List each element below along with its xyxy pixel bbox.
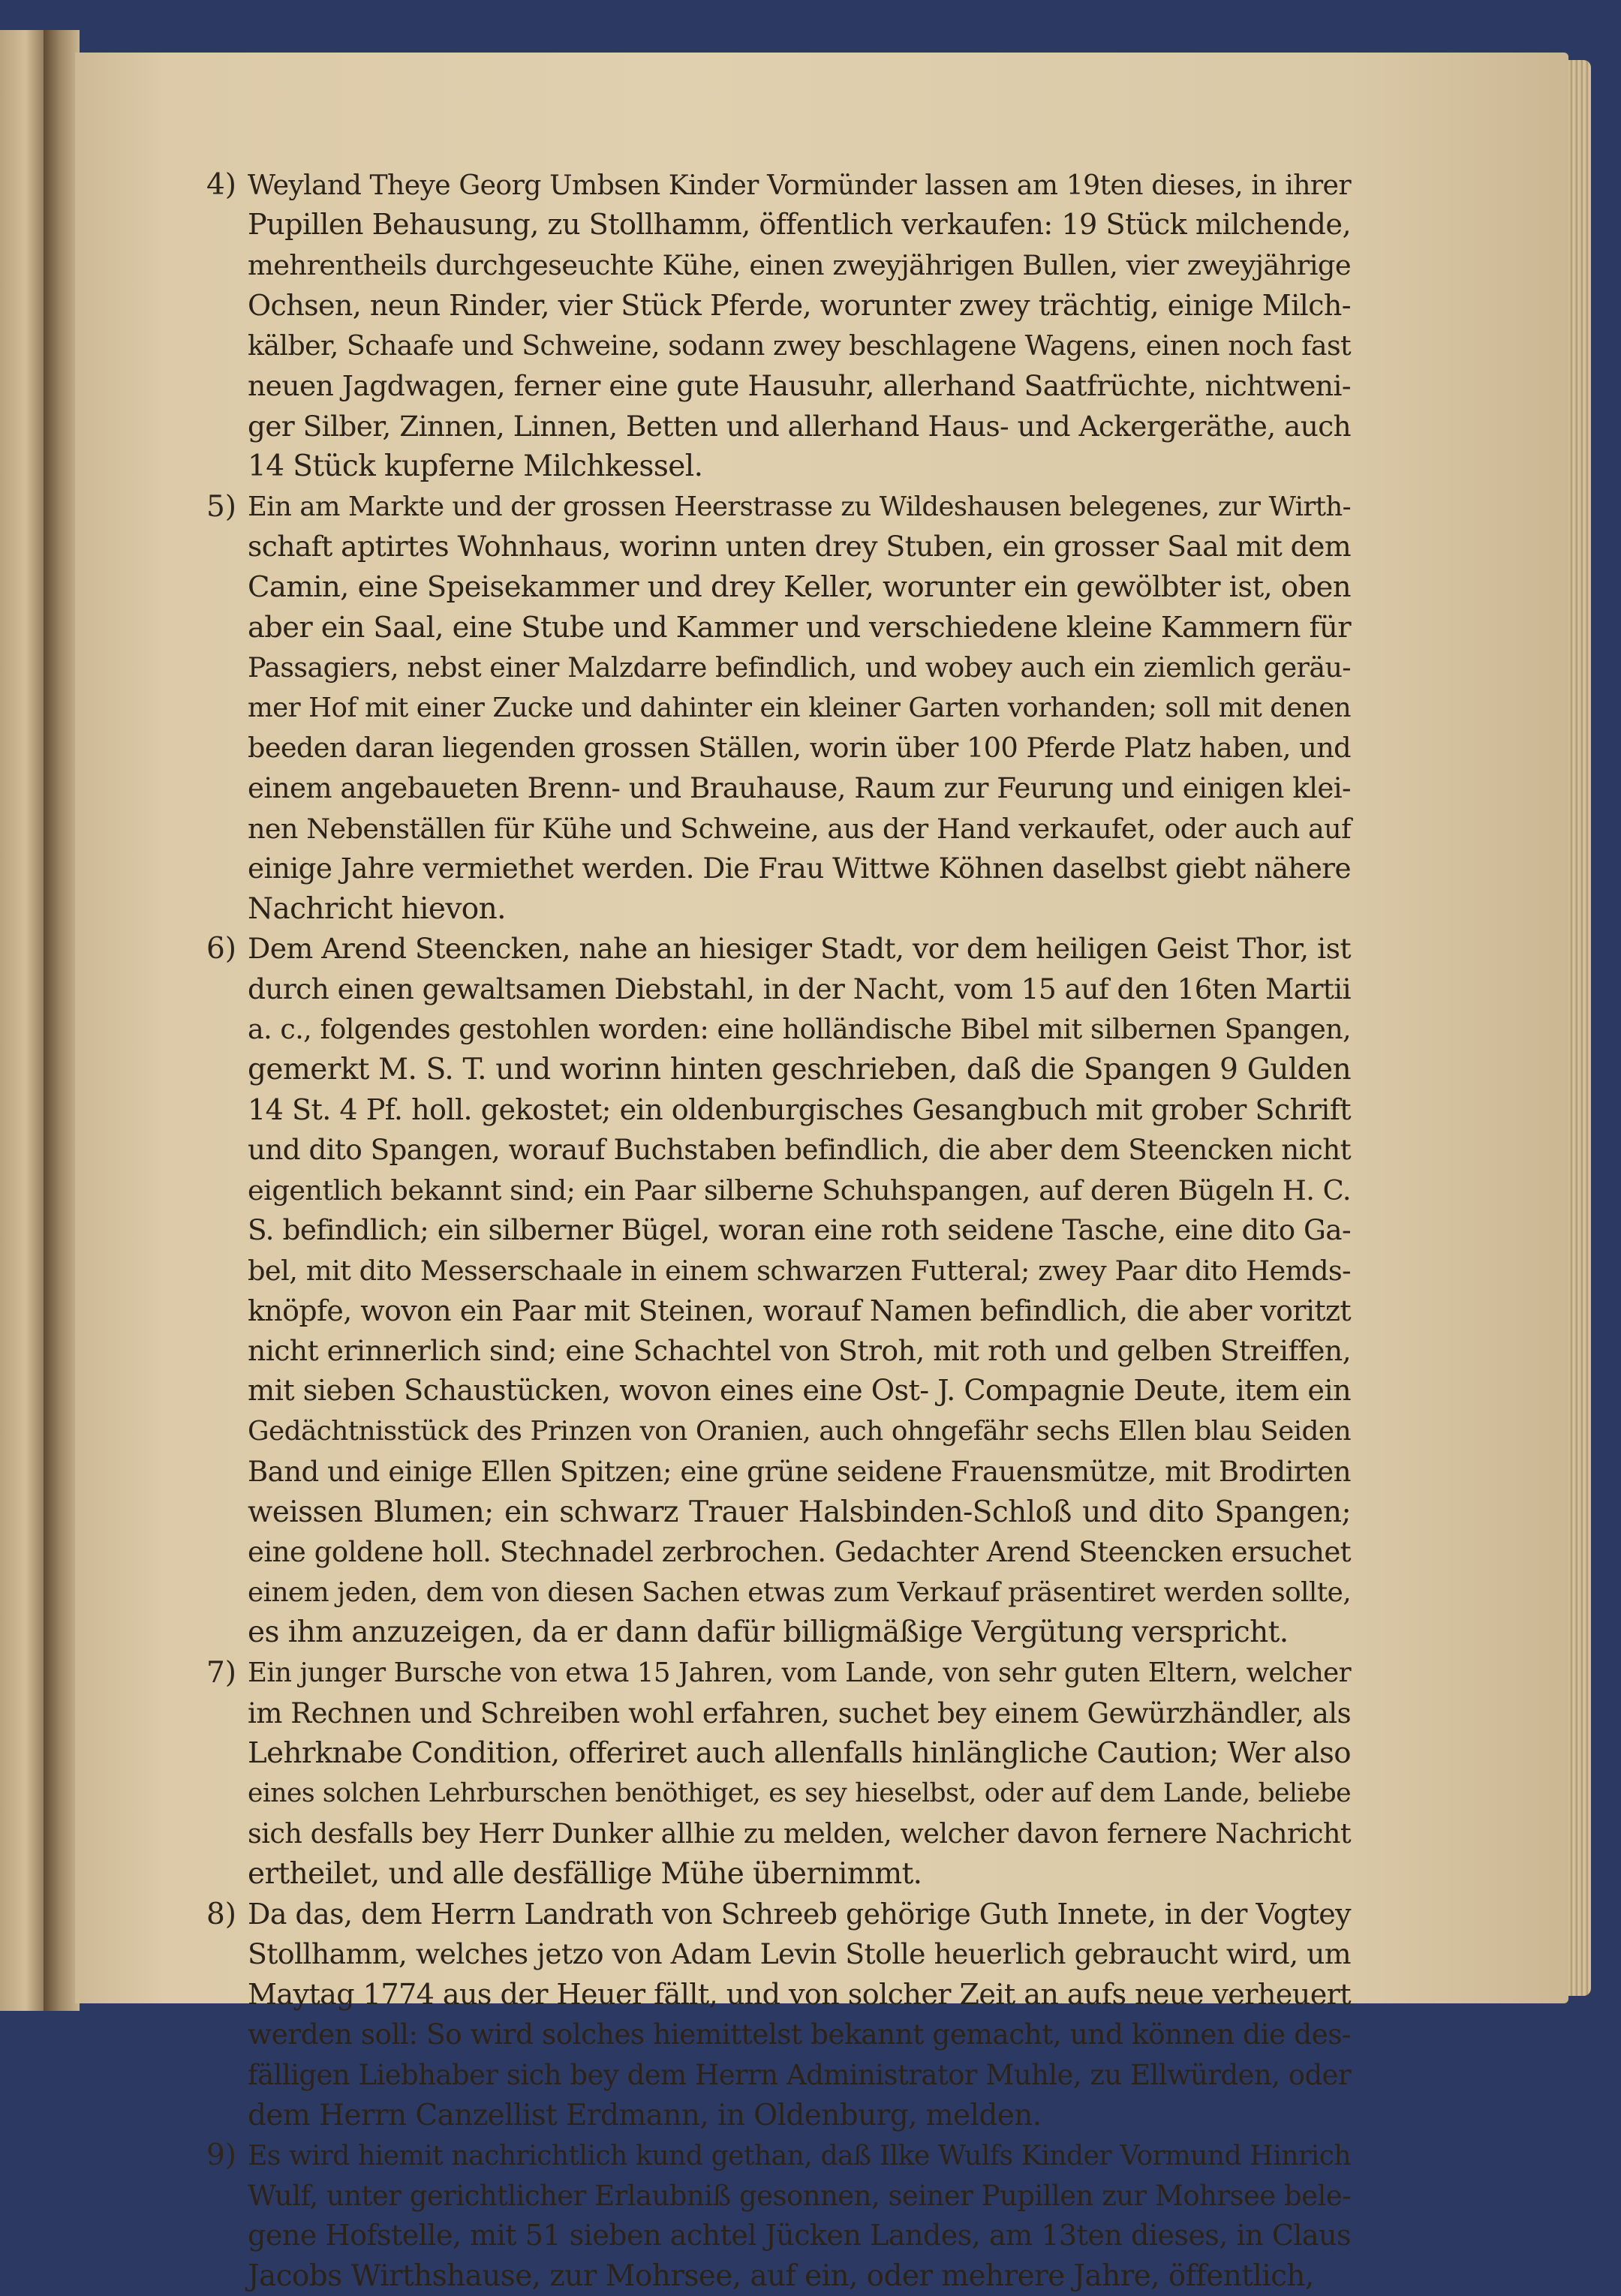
text-line: gemerkt M. S. T. und worinn hinten geschrieben, daß die Spangen 9 Gulden — [248, 1053, 1351, 1087]
text-line: neuen Jagdwagen, ferner eine gute Hausuhr, allerhand Saatfrüchte, nichtweni- — [248, 368, 1351, 402]
text-line: nen Nebenställen für Kühe und Schweine, aus der Hand verkaufet, oder auch auf — [248, 812, 1351, 845]
entry-number: 7) — [206, 1655, 236, 1690]
notice-entry — [206, 1653, 1351, 1895]
notice-entry — [206, 1895, 1351, 2136]
notice-entry — [206, 2135, 1351, 2296]
text-line: 14 Stück kupferne Milchkessel. — [248, 449, 703, 484]
text-line: mehrentheils durchgeseuchte Kühe, einen zweyjährigen Bullen, vier zweyjährige — [248, 249, 1351, 282]
text-line: im Rechnen und Schreiben wohl erfahren, suchet bey einem Gewürzhändler, als — [248, 1696, 1351, 1730]
text-line: eigentlich bekannt sind; ein Paar silberne Schuhspangen, auf deren Bügeln H. C. — [248, 1174, 1351, 1207]
text-line: weissen Blumen; ein schwarz Trauer Halsbinden-Schloß und dito Spangen; — [248, 1495, 1351, 1529]
text-line: Ein am Markte und der grossen Heerstrasse zu Wildeshausen belegenes, zur Wirth- — [248, 491, 1351, 522]
entry-number: 9) — [206, 2138, 236, 2173]
text-line: nicht erinnerlich sind; eine Schachtel von Stroh, mit roth und gelben Streiffen, — [248, 1334, 1351, 1368]
text-line: bel, mit dito Messerschaale in einem schwarzen Futteral; zwey Paar dito Hemds- — [248, 1255, 1351, 1288]
text-line: kälber, Schaafe und Schweine, sodann zwey beschlagene Wagens, einen noch fast — [248, 329, 1351, 362]
text-line: knöpfe, wovon ein Paar mit Steinen, worauf Namen befindlich, die aber voritzt — [248, 1294, 1351, 1327]
text-line: Nachricht hievon. — [248, 891, 506, 926]
text-line: Gedächtnisstück des Prinzen von Oranien, auch ohngefähr sechs Ellen blau Seiden — [248, 1416, 1351, 1447]
text-line: ertheilet, und alle desfällige Mühe übernimmt. — [248, 1856, 922, 1891]
left-page-edge — [0, 30, 47, 2011]
text-line: einige Jahre vermiethet werden. Die Frau Wittwe Köhnen daselbst giebt nähere — [248, 852, 1351, 885]
text-line: Stollhamm, welches jetzo von Adam Levin Stolle heuerlich gebraucht wird, um — [248, 1937, 1351, 1971]
text-line: Maytag 1774 aus der Heuer fällt, und von solcher Zeit an aufs neue verheuert — [248, 1977, 1351, 2011]
text-line: eine goldene holl. Stechnadel zerbrochen. Gedachter Arend Steencken ersuchet — [248, 1536, 1351, 1569]
text-line: einem angebaueten Brenn- und Brauhause, Raum zur Feurung und einigen klei- — [248, 771, 1351, 804]
notice-entry — [206, 929, 1351, 1653]
text-line: werden soll: So wird solches hiemittelst bekannt gemacht, und können die des- — [248, 2018, 1351, 2051]
text-line: fälligen Liebhaber sich bey dem Herrn Administrator Muhle, zu Ellwürden, oder — [248, 2058, 1351, 2091]
text-line: und dito Spangen, worauf Buchstaben befindlich, die aber dem Steencken nicht — [248, 1133, 1351, 1167]
text-line: Pupillen Behausung, zu Stollhamm, öffentlich verkaufen: 19 Stück milchende, — [248, 208, 1351, 242]
entry-number: 8) — [206, 1897, 236, 1931]
entry-number: 4) — [206, 168, 236, 202]
text-line: mit sieben Schaustücken, wovon eines eine Ost- J. Compagnie Deute, item ein — [248, 1374, 1351, 1408]
page-text — [206, 165, 1351, 2296]
text-line: Dem Arend Steencken, nahe an hiesiger Stadt, vor dem heiligen Geist Thor, ist — [248, 932, 1351, 966]
notice-entry — [206, 487, 1351, 930]
text-line: eines solchen Lehrburschen benöthiget, es sey hieselbst, oder auf dem Lande, beliebe — [248, 1778, 1351, 1808]
text-line: sich desfalls bey Herr Dunker allhie zu melden, welcher davon fernere Nachricht — [248, 1817, 1351, 1850]
text-line: gene Hofstelle, mit 51 sieben achtel Jücken Landes, am 13ten dieses, in Claus — [248, 2219, 1351, 2252]
text-line: Lehrknabe Condition, offeriret auch allenfalls hinlängliche Caution; Wer also — [248, 1736, 1351, 1771]
text-line: Weyland Theye Georg Umbsen Kinder Vormünder lassen am 19ten dieses, in ihrer — [248, 169, 1351, 201]
text-line: einem jeden, dem von diesen Sachen etwas zum Verkauf präsentiret werden sollte, — [248, 1576, 1351, 1608]
text-line: 14 St. 4 Pf. holl. gekostet; ein oldenburgisches Gesangbuch mit grober Schrift — [248, 1092, 1351, 1126]
text-line: Passagiers, nebst einer Malzdarre befindlich, und wobey auch ein ziemlich geräu- — [248, 651, 1351, 684]
text-line: Jacobs Wirthshause, zur Mohrsee, auf ein, oder mehrere Jahre, öffentlich, — [248, 2258, 1314, 2293]
text-line: dem Herrn Canzellist Erdmann, in Oldenburg, melden. — [248, 2098, 1042, 2132]
book-gutter — [44, 30, 80, 2011]
text-line: Da das, dem Herrn Landrath von Schreeb gehörige Guth Innete, in der Vogtey — [248, 1897, 1351, 1931]
text-line: aber ein Saal, eine Stube und Kammer und verschiedene kleine Kammern für — [248, 610, 1351, 645]
text-line: Es wird hiemit nachrichtlich kund gethan, daß Ilke Wulfs Kinder Vormund Hinrich — [248, 2139, 1351, 2172]
text-line: Camin, eine Speisekammer und drey Keller, worunter ein gewölbter ist, oben — [248, 569, 1351, 604]
text-line: durch einen gewaltsamen Diebstahl, in der Nacht, vom 15 auf den 16ten Martii — [248, 972, 1351, 1005]
text-line: mer Hof mit einer Zucke und dahinter ein kleiner Garten vorhanden; soll mit denen — [248, 692, 1351, 723]
text-line: S. befindlich; ein silberner Bügel, woran eine roth seidene Tasche, eine dito Ga- — [248, 1213, 1351, 1247]
entry-number: 6) — [206, 932, 236, 966]
text-line: Ochsen, neun Rinder, vier Stück Pferde, worunter zwey trächtig, einige Milch- — [248, 288, 1351, 322]
text-line: Wulf, unter gerichtlicher Erlaubniß gesonnen, seiner Pupillen zur Mohrsee bele- — [248, 2179, 1351, 2212]
text-line: ger Silber, Zinnen, Linnen, Betten und allerhand Haus- und Ackergeräthe, auch — [248, 409, 1351, 443]
text-line: schaft aptirtes Wohnhaus, worinn unten drey Stuben, ein grosser Saal mit dem — [248, 530, 1351, 563]
text-line: a. c., folgendes gestohlen worden: eine holländische Bibel mit silbernen Spangen, — [248, 1013, 1351, 1046]
text-line: es ihm anzuzeigen, da er dann dafür billigmäßige Vergütung verspricht. — [248, 1615, 1289, 1650]
notice-entry — [206, 165, 1351, 487]
entry-number: 5) — [206, 489, 236, 524]
text-line: Band und einige Ellen Spitzen; eine grüne seidene Frauensmütze, mit Brodirten — [248, 1456, 1351, 1488]
text-line: Ein junger Bursche von etwa 15 Jahren, vom Lande, von sehr guten Eltern, welcher — [248, 1657, 1351, 1688]
text-line: beeden daran liegenden grossen Ställen, worin über 100 Pferde Platz haben, und — [248, 732, 1351, 765]
